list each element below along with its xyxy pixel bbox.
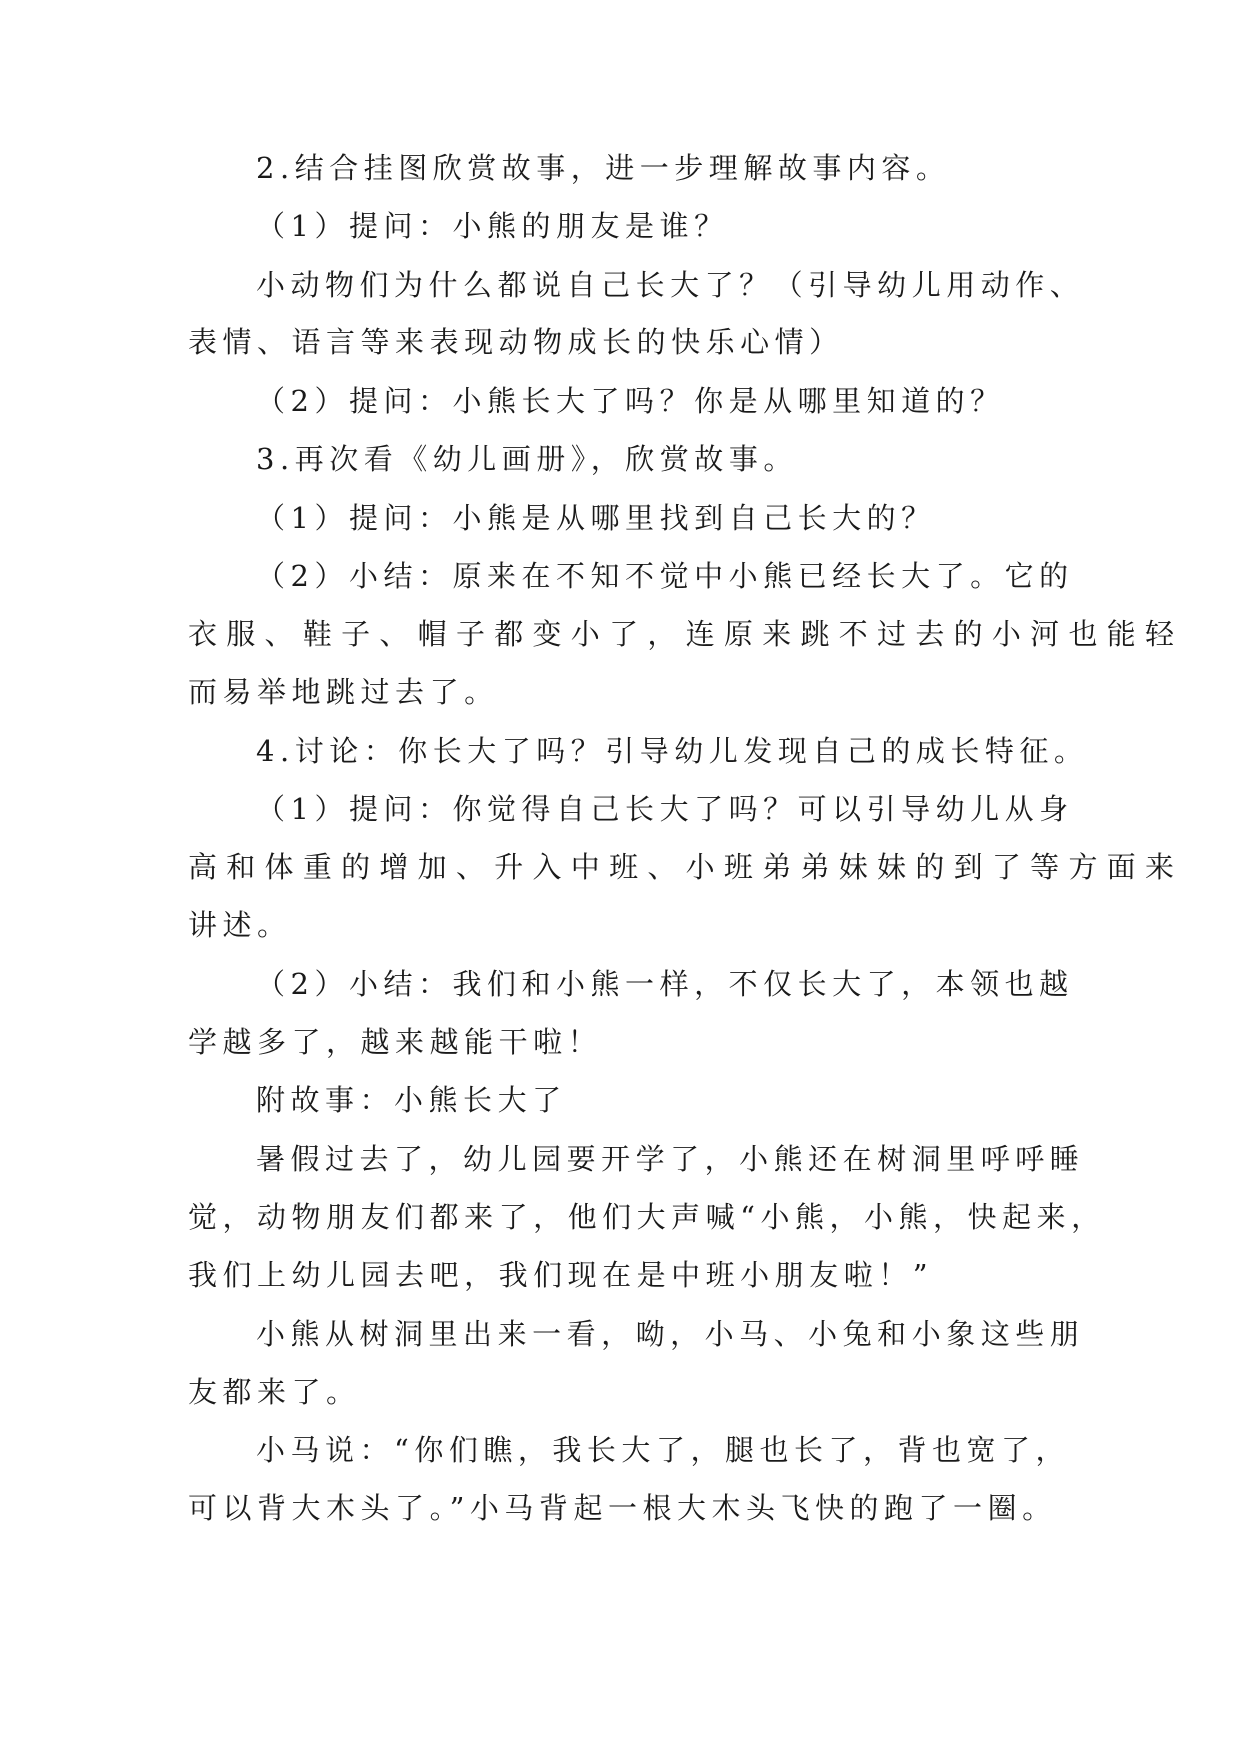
step-4-heading: 4.讨论：你长大了吗？引导幼儿发现自己的成长特征。 — [256, 734, 1089, 768]
summary-2-like-bear: （2）小结：我们和小熊一样，不仅长大了，本领也越 — [256, 967, 1074, 1001]
paragraph-line: 高和体重的增加、升入中班、小班弟弟妹妹的到了等方面来 — [188, 850, 1184, 884]
question-1-do-you-feel: （1）提问：你觉得自己长大了吗？可以引导幼儿从身 — [256, 792, 1074, 826]
story-paragraph-line: 小马说：“你们瞧，我长大了，腿也长了，背也宽了， — [256, 1433, 1071, 1467]
story-paragraph-line: 暑假过去了，幼儿园要开学了，小熊还在树洞里呼呼睡 — [256, 1142, 1085, 1176]
step-2-heading: 2.结合挂图欣赏故事，进一步理解故事内容。 — [256, 151, 951, 185]
question-1-friends: （1）提问：小熊的朋友是谁？ — [256, 209, 729, 243]
story-paragraph-line: 觉，动物朋友们都来了，他们大声喊“小熊，小熊，快起来， — [188, 1200, 1106, 1234]
appendix-story-title: 附故事：小熊长大了 — [256, 1083, 567, 1117]
story-paragraph-line: 可以背大木头了。”小马背起一根大木头飞快的跑了一圈。 — [188, 1491, 1057, 1525]
story-paragraph-line: 我们上幼儿园去吧，我们现在是中班小朋友啦！” — [188, 1258, 934, 1292]
story-paragraph-line: 友都来了。 — [188, 1375, 361, 1409]
paragraph-line: 表情、语言等来表现动物成长的快乐心情） — [188, 325, 844, 359]
paragraph-line: 衣服、鞋子、帽子都变小了，连原来跳不过去的小河也能轻 — [188, 617, 1184, 651]
paragraph-line: 小动物们为什么都说自己长大了？（引导幼儿用动作、 — [256, 268, 1085, 302]
step-3-heading: 3.再次看《幼儿画册》，欣赏故事。 — [256, 442, 798, 476]
paragraph-line: 学越多了，越来越能干啦！ — [188, 1025, 603, 1059]
summary-2: （2）小结：原来在不知不觉中小熊已经长大了。它的 — [256, 559, 1074, 593]
question-1-where: （1）提问：小熊是从哪里找到自己长大的？ — [256, 501, 936, 535]
paragraph-line: 而易举地跳过去了。 — [188, 675, 499, 709]
paragraph-line: 讲述。 — [188, 908, 292, 942]
question-2-grown-up: （2）提问：小熊长大了吗？你是从哪里知道的？ — [256, 384, 1005, 418]
story-paragraph-line: 小熊从树洞里出来一看，呦，小马、小兔和小象这些朋 — [256, 1317, 1085, 1351]
